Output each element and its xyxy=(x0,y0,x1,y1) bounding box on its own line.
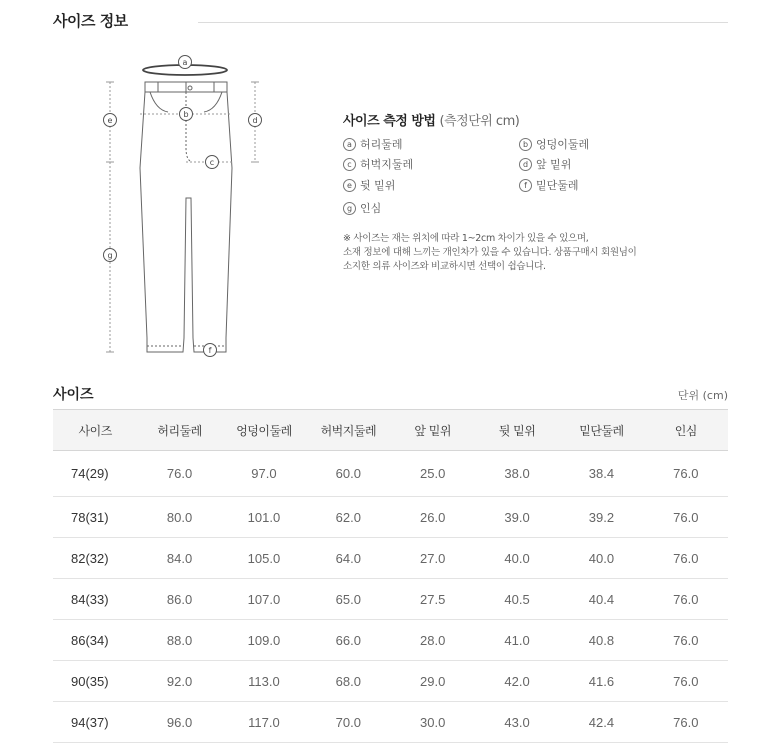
table-cell: 60.0 xyxy=(306,451,390,497)
table-cell: 66.0 xyxy=(306,620,390,661)
svg-text:a: a xyxy=(182,58,188,67)
table-cell: 68.0 xyxy=(306,661,390,702)
table-cell: 113.0 xyxy=(222,661,306,702)
table-cell: 40.5 xyxy=(475,579,559,620)
measurement-method xyxy=(343,110,743,215)
table-cell: 26.0 xyxy=(391,497,475,538)
size-label-cell: 74(29) xyxy=(53,451,137,497)
col-header: 뒷 밑위 xyxy=(475,410,559,451)
svg-text:b: b xyxy=(183,110,189,119)
table-cell: 70.0 xyxy=(306,702,390,743)
table-cell: 84.0 xyxy=(137,538,221,579)
method-title-text: 사이즈 측정 방법 xyxy=(343,114,436,129)
table-cell: 109.0 xyxy=(222,620,306,661)
table-cell: 38.4 xyxy=(559,451,643,497)
marker-g xyxy=(104,249,117,262)
table-cell: 42.4 xyxy=(559,702,643,743)
table-cell: 39.2 xyxy=(559,497,643,538)
col-header: 밑단둘레 xyxy=(559,410,643,451)
table-row xyxy=(53,579,728,620)
size-label-cell: 90(35) xyxy=(53,661,137,702)
legend-badge: a xyxy=(343,138,356,151)
legend-item-e xyxy=(343,177,395,193)
legend-label: 허벅지둘레 xyxy=(360,158,414,171)
table-cell: 29.0 xyxy=(391,661,475,702)
table-cell: 64.0 xyxy=(306,538,390,579)
legend-badge: f xyxy=(519,179,532,192)
legend-label: 밑단둘레 xyxy=(536,179,579,192)
col-header: 사이즈 xyxy=(53,410,137,451)
svg-text:c: c xyxy=(209,158,215,167)
title-divider xyxy=(198,22,728,23)
size-note xyxy=(343,232,673,274)
table-cell: 41.6 xyxy=(559,661,643,702)
legend-item-b xyxy=(519,136,589,152)
table-row xyxy=(53,538,728,579)
legend-label: 허리둘레 xyxy=(360,138,403,151)
size-label-cell: 82(32) xyxy=(53,538,137,579)
table-cell: 80.0 xyxy=(137,497,221,538)
table-cell: 40.4 xyxy=(559,579,643,620)
table-cell: 40.8 xyxy=(559,620,643,661)
table-cell: 43.0 xyxy=(475,702,559,743)
legend-label: 엉덩이둘레 xyxy=(536,138,590,151)
table-cell: 38.0 xyxy=(475,451,559,497)
table-cell: 117.0 xyxy=(222,702,306,743)
size-label-cell: 84(33) xyxy=(53,579,137,620)
table-cell: 41.0 xyxy=(475,620,559,661)
table-cell: 28.0 xyxy=(391,620,475,661)
table-cell: 25.0 xyxy=(391,451,475,497)
size-table-unit: 단위 (cm) xyxy=(677,389,728,402)
col-header: 엉덩이둘레 xyxy=(222,410,306,451)
legend-badge: d xyxy=(519,158,532,171)
table-row xyxy=(53,661,728,702)
table-cell: 88.0 xyxy=(137,620,221,661)
col-header: 허리둘레 xyxy=(137,410,221,451)
legend-badge: c xyxy=(343,158,356,171)
svg-text:f: f xyxy=(208,346,212,355)
col-header: 인심 xyxy=(644,410,728,451)
pants-measurement-diagram xyxy=(100,48,270,363)
size-table-header-row xyxy=(53,410,728,451)
svg-text:g: g xyxy=(107,251,113,260)
table-cell: 76.0 xyxy=(137,451,221,497)
size-label-cell: 78(31) xyxy=(53,497,137,538)
table-cell: 76.0 xyxy=(644,620,728,661)
legend-item-f xyxy=(519,177,579,193)
note-line: ※ 사이즈는 재는 위치에 따라 1~2cm 차이가 있을 수 있으며, xyxy=(343,233,589,244)
marker-a xyxy=(179,56,192,69)
table-row xyxy=(53,497,728,538)
table-cell: 101.0 xyxy=(222,497,306,538)
table-cell: 76.0 xyxy=(644,579,728,620)
table-cell: 76.0 xyxy=(644,538,728,579)
table-cell: 92.0 xyxy=(137,661,221,702)
table-cell: 40.0 xyxy=(475,538,559,579)
table-cell: 76.0 xyxy=(644,661,728,702)
table-cell: 62.0 xyxy=(306,497,390,538)
legend-item-c xyxy=(343,156,413,172)
table-cell: 39.0 xyxy=(475,497,559,538)
svg-text:e: e xyxy=(107,116,113,125)
table-row xyxy=(53,702,728,743)
size-label-cell: 86(34) xyxy=(53,620,137,661)
marker-d xyxy=(249,114,262,127)
table-row xyxy=(53,451,728,497)
marker-f xyxy=(204,344,217,357)
marker-e xyxy=(104,114,117,127)
legend-badge: b xyxy=(519,138,532,151)
section-title: 사이즈 정보 xyxy=(53,12,128,30)
table-cell: 42.0 xyxy=(475,661,559,702)
svg-text:d: d xyxy=(252,116,258,125)
table-cell: 27.0 xyxy=(391,538,475,579)
table-cell: 96.0 xyxy=(137,702,221,743)
note-line: 소지한 의류 사이즈와 비교하시면 선택이 쉽습니다. xyxy=(343,261,546,272)
legend-label: 인심 xyxy=(360,202,382,215)
table-cell: 40.0 xyxy=(559,538,643,579)
method-title xyxy=(343,110,743,129)
table-cell: 76.0 xyxy=(644,451,728,497)
size-label-cell: 94(37) xyxy=(53,702,137,743)
table-cell: 76.0 xyxy=(644,497,728,538)
legend-badge: e xyxy=(343,179,356,192)
table-cell: 30.0 xyxy=(391,702,475,743)
table-cell: 65.0 xyxy=(306,579,390,620)
table-cell: 105.0 xyxy=(222,538,306,579)
legend-item-d xyxy=(519,156,571,172)
marker-c xyxy=(206,156,219,169)
marker-b xyxy=(180,108,193,121)
method-unit: (측정단위 cm) xyxy=(439,114,520,129)
legend-item-g xyxy=(343,200,381,216)
table-row xyxy=(53,620,728,661)
legend-label: 뒷 밑위 xyxy=(360,179,396,192)
size-table xyxy=(53,409,728,743)
col-header: 앞 밑위 xyxy=(391,410,475,451)
table-cell: 97.0 xyxy=(222,451,306,497)
legend-label: 앞 밑위 xyxy=(536,158,572,171)
table-cell: 86.0 xyxy=(137,579,221,620)
table-cell: 76.0 xyxy=(644,702,728,743)
table-cell: 107.0 xyxy=(222,579,306,620)
col-header: 허벅지둘레 xyxy=(306,410,390,451)
legend-item-a xyxy=(343,136,403,152)
table-cell: 27.5 xyxy=(391,579,475,620)
note-line: 소재 정보에 대해 느끼는 개인차가 있을 수 있습니다. 상품구매시 회원님이 xyxy=(343,247,637,258)
legend-badge: g xyxy=(343,202,356,215)
size-table-title: 사이즈 xyxy=(53,387,94,403)
